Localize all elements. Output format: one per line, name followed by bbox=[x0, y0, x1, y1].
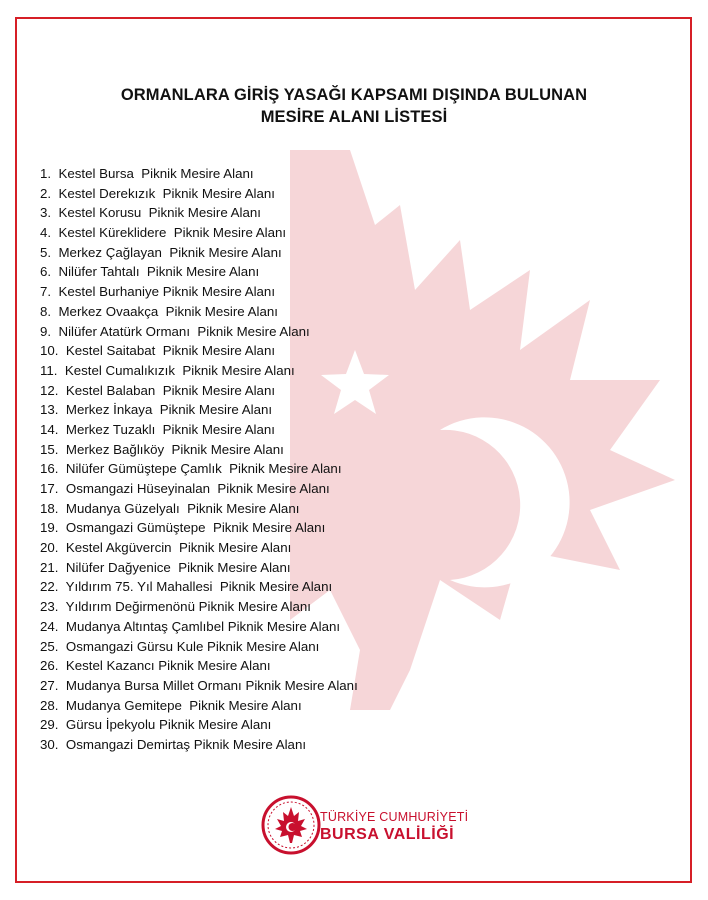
list-item: 18. Mudanya Güzelyalı Piknik Mesire Alanı bbox=[40, 500, 300, 516]
picnic-area-list bbox=[40, 164, 358, 755]
governorship-emblem-icon bbox=[261, 795, 321, 855]
list-item: 8. Merkez Ovaakça Piknik Mesire Alanı bbox=[40, 303, 278, 319]
list-item: 27. Mudanya Bursa Millet Ormanı Piknik Mesire Alanı bbox=[40, 677, 358, 693]
list-item: 3. Kestel Korusu Piknik Mesire Alanı bbox=[40, 205, 261, 221]
document-title-line-1: ORMANLARA GİRİŞ YASAĞI KAPSAMI DIŞINDA BULUNAN bbox=[120, 86, 588, 104]
list-item: 5. Merkez Çağlayan Piknik Mesire Alanı bbox=[40, 244, 282, 260]
list-item: 7. Kestel Burhaniye Piknik Mesire Alanı bbox=[40, 284, 276, 300]
list-item: 24. Mudanya Altıntaş Çamlıbel Piknik Mesire Alanı bbox=[40, 618, 341, 634]
list-item: 12. Kestel Balaban Piknik Mesire Alanı bbox=[40, 382, 276, 398]
list-item: 6. Nilüfer Tahtalı Piknik Mesire Alanı bbox=[40, 264, 260, 280]
brand-line-1: TÜRKİYE CUMHURİYETİ bbox=[320, 810, 469, 824]
list-item: 11. Kestel Cumalıkızık Piknik Mesire Alanı bbox=[40, 362, 295, 378]
list-item: 9. Nilüfer Atatürk Ormanı Piknik Mesire Alanı bbox=[40, 323, 310, 339]
list-item: 29. Gürsu İpekyolu Piknik Mesire Alanı bbox=[40, 717, 272, 733]
list-item: 28. Mudanya Gemitepe Piknik Mesire Alanı bbox=[40, 697, 302, 713]
list-item: 13. Merkez İnkaya Piknik Mesire Alanı bbox=[40, 402, 273, 418]
list-item: 4. Kestel Küreklidere Piknik Mesire Alanı bbox=[40, 225, 287, 241]
list-item: 20. Kestel Akgüvercin Piknik Mesire Alanı bbox=[40, 540, 292, 556]
list-item: 15. Merkez Bağlıköy Piknik Mesire Alanı bbox=[40, 441, 284, 457]
list-item: 14. Merkez Tuzaklı Piknik Mesire Alanı bbox=[40, 421, 276, 437]
list-item: 16. Nilüfer Gümüştepe Çamlık Piknik Mesire Alanı bbox=[40, 461, 342, 477]
list-item: 25. Osmangazi Gürsu Kule Piknik Mesire Alanı bbox=[40, 638, 320, 654]
list-item: 30. Osmangazi Demirtaş Piknik Mesire Alanı bbox=[40, 736, 307, 752]
list-item: 19. Osmangazi Gümüştepe Piknik Mesire Alanı bbox=[40, 520, 326, 536]
list-item: 21. Nilüfer Dağyenice Piknik Mesire Alanı bbox=[40, 559, 291, 575]
list-item: 17. Osmangazi Hüseyinalan Piknik Mesire Alanı bbox=[40, 481, 330, 496]
list-item: 22. Yıldırım 75. Yıl Mahallesi Piknik Mesire Alanı bbox=[40, 579, 333, 595]
list-item: 23. Yıldırım Değirmenönü Piknik Mesire Alanı bbox=[40, 599, 311, 615]
brand-line-2: BURSA VALİLİĞİ bbox=[320, 826, 455, 843]
list-item: 10. Kestel Saitabat Piknik Mesire Alanı bbox=[40, 343, 276, 359]
document-title-line-2: MESİRE ALANI LİSTESİ bbox=[260, 108, 448, 126]
list-item: 26. Kestel Kazancı Piknik Mesire Alanı bbox=[40, 658, 271, 674]
list-item: 2. Kestel Derekızık Piknik Mesire Alanı bbox=[40, 185, 276, 201]
list-item: 1. Kestel Bursa Piknik Mesire Alanı bbox=[40, 166, 254, 181]
